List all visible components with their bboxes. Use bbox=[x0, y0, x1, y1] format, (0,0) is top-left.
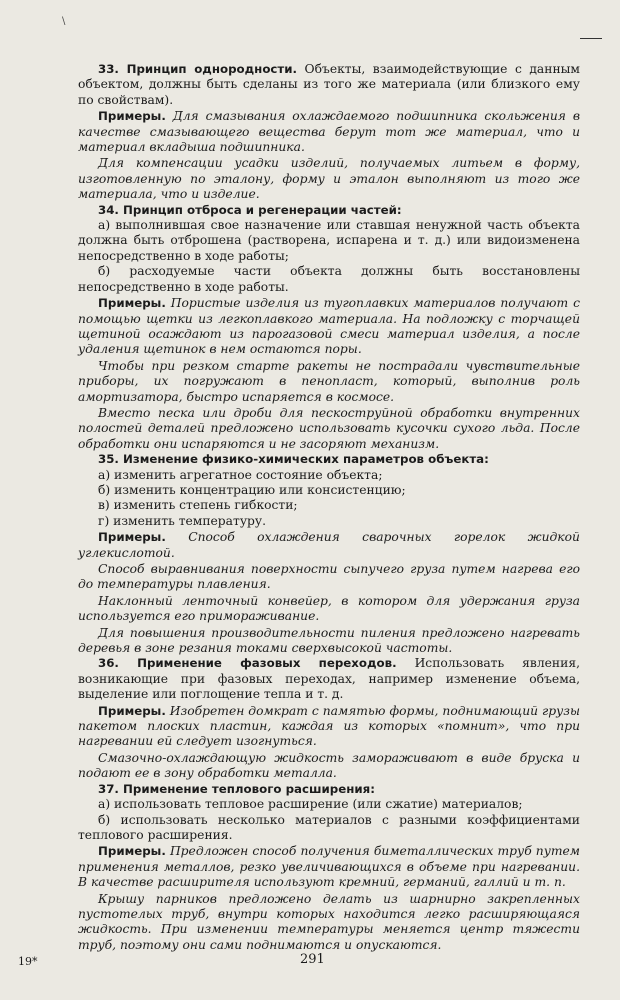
section-37-examples-label: Примеры. bbox=[98, 844, 166, 859]
section-37-example-2: Крышу парников предложено делать из шарнирно закрепленных пустотелых труб, внутри которых находится легко расширяющаяся жидкость. При изменении температуры меняется центр тяжести труб, поэтому они сами поднимаются и опускаются. bbox=[78, 891, 580, 952]
section-34-example-3: Вместо песка или дроби для пескоструйной обработки внутренних полостей деталей предложено использовать кусочки сухого льда. После обработки они испаряются и не засоряют механизм. bbox=[78, 405, 580, 451]
section-35-item-b: б) изменить концентрацию или консистенцию; bbox=[98, 482, 406, 497]
section-33-example-1: Примеры. Для смазывания охлаждаемого подшипника скольжения в качестве смазывающего вещества берут тот же материал, что и материал вкладыша подшипника. bbox=[78, 109, 580, 155]
section-33-example-2: Для компенсации усадки изделий, получаемых литьем в форму, изготовленную по эталону, форму и эталон выполняют из того же материала, что и изделие. bbox=[78, 156, 580, 202]
section-36-intro: 36. Применение фазовых переходов. Использовать явления, возникающие при фазовых переходах, например изменение объема, выделение или поглощение тепла и т. д. bbox=[78, 656, 580, 702]
section-36-example-1: Примеры. Изобретен домкрат с памятью формы, поднимающий грузы пакетом плоских пластин, каждая из которых «помнит», что при нагревании ей следует изогнуться. bbox=[78, 703, 580, 749]
section-36-example-2: Смазочно-охлаждающую жидкость замораживают в виде бруска и подают ее в зону обработки металла. bbox=[78, 750, 580, 781]
corner-mark: \ bbox=[62, 16, 66, 27]
signature-mark: 19* bbox=[18, 955, 38, 968]
section-34-example-2: Чтобы при резком старте ракеты не пострадали чувствительные приборы, их погружают в пенопласт, который, выполнив роль амортизатора, быстро испаряется в космосе. bbox=[78, 358, 580, 404]
section-33-intro: 33. Принцип однородности. Объекты, взаимодействующие с данным объектом, должны быть сделаны из того же материала (или близкого ему по свойствам). bbox=[78, 62, 580, 107]
section-34-example-1: Примеры. Пористые изделия из тугоплавких материалов получают с помощью щетки из легкоплавкого материала. На подложку с торчащей щетиной осаждают из парогазовой смеси материал изделия, а после удаления щетинок в нем остаются поры. bbox=[78, 296, 580, 357]
section-35-item-d: г) изменить температуру. bbox=[98, 513, 267, 528]
page-number: 291 bbox=[300, 952, 325, 967]
section-37-example-1: Примеры. Предложен способ получения биметаллических труб путем применения металлов, резко увеличивающихся в объеме при нагревании. В качестве расширителя используют кремний, германий, галлий и т. п. bbox=[78, 844, 580, 890]
section-37-item-a: а) использовать тепловое расширение (или сжатие) материалов; bbox=[98, 797, 523, 812]
section-34-heading: 34. Принцип отброса и регенерации частей: bbox=[98, 202, 402, 217]
section-35-examples-label: Примеры. bbox=[98, 530, 166, 545]
section-35-example-2: Способ выравнивания поверхности сыпучего груза путем нагрева его до температуры плавления. bbox=[78, 562, 580, 592]
section-35-item-a: а) изменить агрегатное состояние объекта; bbox=[98, 467, 383, 482]
section-33-examples-label: Примеры. bbox=[98, 109, 166, 124]
section-36-heading: 36. Применение фазовых переходов. bbox=[98, 656, 397, 671]
section-35-heading: 35. Изменение физико-химических параметров объекта: bbox=[98, 452, 489, 467]
section-35-item-c: в) изменить степень гибкости; bbox=[98, 498, 298, 513]
section-36-examples-label: Примеры. bbox=[98, 703, 166, 718]
top-rule bbox=[580, 38, 602, 39]
page-body bbox=[78, 62, 580, 953]
section-37-heading: 37. Применение теплового расширения: bbox=[98, 781, 375, 796]
section-34-item-a: а) выполнившая свое назначение или ставшая ненужной часть объекта должна быть отброшена (растворена, испарена и т. д.) или видоизменена непосредственно в ходе работы; bbox=[78, 218, 580, 263]
section-35-example-4: Для повышения производительности пиления предложено нагревать деревья в зоне резания токами сверхвысокой частоты. bbox=[78, 625, 580, 656]
section-34-examples-label: Примеры. bbox=[98, 296, 166, 311]
section-34-item-b: б) расходуемые части объекта должны быть восстановлены непосредственно в ходе работы. bbox=[78, 264, 580, 294]
section-37-item-b: б) использовать несколько материалов с разными коэффициентами теплового расширения. bbox=[78, 812, 580, 842]
section-35-example-3: Наклонный ленточный конвейер, в котором для удержания груза используется его примораживание. bbox=[78, 593, 580, 624]
section-33-heading: 33. Принцип однородности. bbox=[98, 62, 298, 76]
section-35-example-1: Примеры. Способ охлаждения сварочных горелок жидкой углекислотой. bbox=[78, 530, 580, 560]
